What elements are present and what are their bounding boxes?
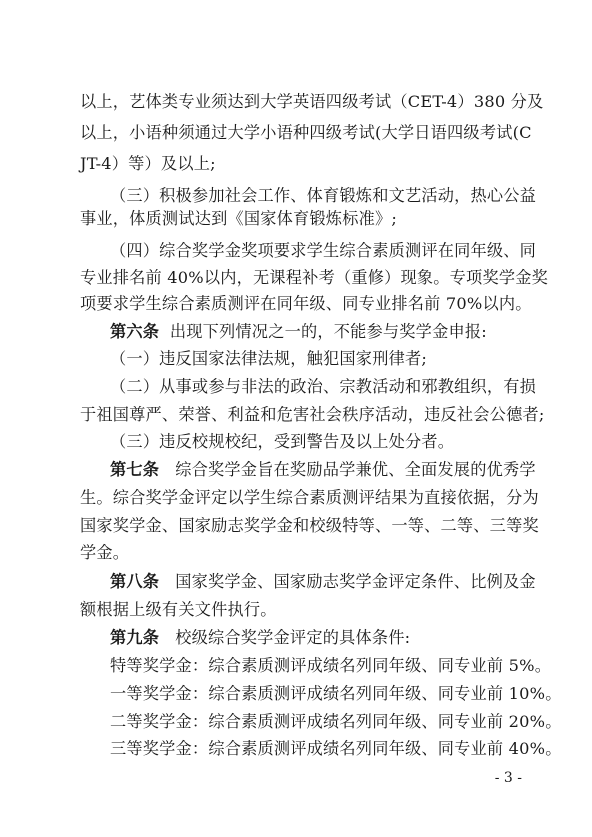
- article-9: [110, 628, 410, 648]
- article-7: [110, 460, 536, 480]
- tier-item: 一等奖学金：综合素质测评成绩名列同年级、同专业前 10%。: [110, 684, 562, 703]
- tier-item: 特等奖学金：综合素质测评成绩名列同年级、同专业前 5%。: [110, 656, 552, 675]
- tier-item: 二等奖学金：综合素质测评成绩名列同年级、同专业前 20%。: [110, 712, 562, 731]
- article-heading: 第八条: [110, 572, 160, 591]
- article-heading: 第六条: [110, 322, 160, 341]
- paragraph-line: 项要求学生综合素质测评在同年级、同专业排名前 70%以内。: [80, 294, 532, 313]
- paragraph-line: 以上，艺体类专业须达到大学英语四级考试（CET-4）380 分及: [80, 92, 544, 111]
- page-number: - 3 -: [494, 770, 522, 786]
- tier-item: 三等奖学金：综合素质测评成绩名列同年级、同专业前 40%。: [110, 739, 562, 758]
- paragraph-line: （四）综合奖学金奖项要求学生综合素质测评在同年级、同: [110, 241, 537, 260]
- list-item: （二）从事或参与非法的政治、宗教活动和邪教组织，有损: [110, 377, 537, 396]
- article-6: [110, 322, 487, 342]
- list-item: （三）违反校规校纪，受到警告及以上处分者。: [110, 432, 455, 451]
- article-heading: 第九条: [110, 628, 160, 647]
- paragraph-line: JT-4）等）及以上;: [80, 154, 216, 173]
- article-heading: 第七条: [110, 460, 160, 479]
- article-text: 国家奖学金、国家励志奖学金评定条件、比例及金: [175, 572, 536, 591]
- list-item: （一）违反国家法律法规，触犯国家刑律者;: [110, 349, 428, 368]
- article-8: [110, 572, 536, 592]
- paragraph-line: 生。综合奖学金评定以学生综合素质测评结果为直接依据，分为: [80, 488, 539, 507]
- article-text: 综合奖学金旨在奖励品学兼优、全面发展的优秀学: [175, 460, 536, 479]
- paragraph-line: （三）积极参加社会工作、体育锻炼和文艺活动，热心公益: [110, 186, 537, 205]
- paragraph-line: 以上，小语种须通过大学小语种四级考试(大学日语四级考试(C: [80, 123, 532, 142]
- list-item-continuation: 于祖国尊严、荣誉、利益和危害社会秩序活动，违反社会公德者;: [80, 405, 545, 424]
- paragraph-line: 事业，体质测试达到《国家体育锻炼标准》;: [80, 209, 398, 228]
- article-text: 出现下列情况之一的，不能参与奖学金申报:: [169, 322, 487, 341]
- paragraph-line: 学金。: [80, 543, 130, 562]
- paragraph-line: 专业排名前 40%以内，无课程补考（重修）现象。专项奖学金奖: [80, 268, 548, 287]
- paragraph-line: 国家奖学金、国家励志奖学金和校级特等、一等、二等、三等奖: [80, 516, 539, 535]
- paragraph-line: 额根据上级有关文件执行。: [80, 600, 277, 619]
- article-text: 校级综合奖学金评定的具体条件:: [175, 628, 411, 647]
